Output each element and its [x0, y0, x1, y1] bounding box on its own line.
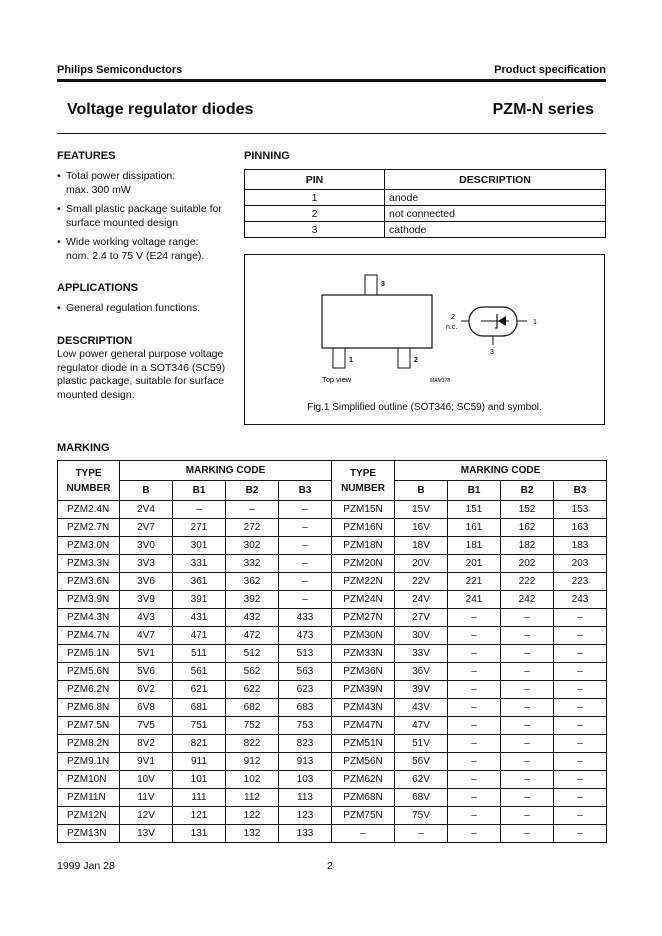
table-cell: 512 [226, 645, 279, 663]
table-cell: PZM9.1N [58, 753, 120, 771]
table-cell: PZM2.4N [58, 501, 120, 519]
marking-heading: MARKING [57, 442, 110, 454]
table-cell: 4V3 [120, 609, 173, 627]
table-cell: 823 [279, 735, 332, 753]
page-title: Voltage regulator diodes [67, 101, 254, 118]
table-cell: 3V0 [120, 537, 173, 555]
table-cell: 331 [173, 555, 226, 573]
description-heading: DESCRIPTION [57, 335, 133, 347]
pin3-label: 3 [381, 281, 385, 288]
table-cell: 3V6 [120, 573, 173, 591]
sub-header: B2 [226, 481, 279, 501]
table-cell: 30V [395, 627, 448, 645]
sub-header: B2 [501, 481, 554, 501]
table-cell: 301 [173, 537, 226, 555]
table-row [58, 717, 607, 735]
table-cell: PZM13N [58, 825, 120, 843]
table-cell: 113 [279, 789, 332, 807]
feature-item: • Total power dissipation: max. 300 mW [57, 170, 176, 196]
table-cell: 132 [226, 825, 279, 843]
table-cell: PZM22N [332, 573, 395, 591]
table-row [58, 609, 607, 627]
table-cell: 13V [120, 825, 173, 843]
table-cell: PZM18N [332, 537, 395, 555]
table-cell: – [279, 537, 332, 555]
table-row [58, 519, 607, 537]
table-cell: 511 [173, 645, 226, 663]
figure-caption: Fig.1 Simplified outline (SOT346; SC59) and symbol. [307, 402, 542, 413]
pin-column-header: PIN [245, 170, 385, 190]
table-cell: – [554, 825, 607, 843]
table-cell: 15V [395, 501, 448, 519]
marking-code-header: MARKING CODE [395, 461, 607, 481]
table-row: 3 cathode [245, 222, 606, 238]
table-cell: PZM24N [332, 591, 395, 609]
table-cell: – [501, 825, 554, 843]
table-cell: 562 [226, 663, 279, 681]
table-cell: 5V6 [120, 663, 173, 681]
table-cell: 102 [226, 771, 279, 789]
table-cell: 6V8 [120, 699, 173, 717]
table-cell: 622 [226, 681, 279, 699]
footer-date: 1999 Jan 28 [57, 860, 115, 872]
table-cell: PZM51N [332, 735, 395, 753]
table-cell: PZM2.7N [58, 519, 120, 537]
table-cell: – [554, 717, 607, 735]
table-row [58, 555, 607, 573]
table-cell: – [448, 627, 501, 645]
table-cell: – [279, 519, 332, 537]
table-cell: 201 [448, 555, 501, 573]
table-cell: 161 [448, 519, 501, 537]
sub-header: B1 [173, 481, 226, 501]
table-cell: 912 [226, 753, 279, 771]
table-cell: – [501, 627, 554, 645]
table-cell: PZM6.2N [58, 681, 120, 699]
table-cell: 913 [279, 753, 332, 771]
table-cell: 753 [279, 717, 332, 735]
sub-header: B [395, 481, 448, 501]
table-cell: PZM3.6N [58, 573, 120, 591]
symbol-pin1-label: 1 [533, 319, 537, 326]
table-row [58, 699, 607, 717]
header-rule [57, 79, 606, 82]
table-cell: 183 [554, 537, 607, 555]
table-cell: – [279, 573, 332, 591]
table-cell: – [501, 663, 554, 681]
table-cell: 683 [279, 699, 332, 717]
table-cell: PZM15N [332, 501, 395, 519]
table-cell: 682 [226, 699, 279, 717]
table-cell: 5V1 [120, 645, 173, 663]
table-cell: PZM16N [332, 519, 395, 537]
table-cell: – [448, 771, 501, 789]
table-cell: – [501, 717, 554, 735]
table-cell: PZM6.8N [58, 699, 120, 717]
bullet-icon: • [57, 236, 61, 248]
title-rule [57, 133, 606, 134]
marking-table [57, 460, 607, 843]
sub-header: B3 [279, 481, 332, 501]
table-cell: PZM30N [332, 627, 395, 645]
table-cell: 122 [226, 807, 279, 825]
table-cell: – [554, 735, 607, 753]
figure-box [244, 254, 605, 425]
table-cell: 111 [173, 789, 226, 807]
table-cell: 332 [226, 555, 279, 573]
application-item: • General regulation functions. [57, 302, 201, 314]
symbol-pin2-label: 2 [451, 314, 455, 321]
table-cell: 241 [448, 591, 501, 609]
table-cell: 243 [554, 591, 607, 609]
table-cell: – [554, 627, 607, 645]
table-cell: – [448, 663, 501, 681]
table-cell: 33V [395, 645, 448, 663]
table-cell: – [448, 645, 501, 663]
table-cell: 56V [395, 753, 448, 771]
table-row [58, 591, 607, 609]
table-cell: PZM27N [332, 609, 395, 627]
table-cell: 433 [279, 609, 332, 627]
table-cell: 563 [279, 663, 332, 681]
table-cell: 221 [448, 573, 501, 591]
table-cell: – [279, 555, 332, 573]
table-cell: 10V [120, 771, 173, 789]
table-cell: – [448, 825, 501, 843]
pinning-table [244, 169, 606, 238]
table-cell: PZM3.3N [58, 555, 120, 573]
table-row [58, 627, 607, 645]
table-cell: PZM11N [58, 789, 120, 807]
table-cell: 181 [448, 537, 501, 555]
sub-header: B3 [554, 481, 607, 501]
table-cell: 153 [554, 501, 607, 519]
top-view-label: Top view [322, 375, 352, 384]
pin1-lead [333, 348, 345, 368]
table-cell: 3V9 [120, 591, 173, 609]
table-cell: 361 [173, 573, 226, 591]
table-row [58, 663, 607, 681]
page-number: 2 [327, 860, 333, 872]
table-cell: 18V [395, 537, 448, 555]
table-cell: 103 [279, 771, 332, 789]
table-cell: PZM36N [332, 663, 395, 681]
table-cell: PZM7.5N [58, 717, 120, 735]
table-cell: 8V2 [120, 735, 173, 753]
table-row [58, 753, 607, 771]
table-cell: 162 [501, 519, 554, 537]
table-cell: 182 [501, 537, 554, 555]
table-cell: 431 [173, 609, 226, 627]
table-cell: – [226, 501, 279, 519]
table-cell: PZM10N [58, 771, 120, 789]
pin2-lead [398, 348, 410, 368]
table-row [58, 825, 607, 843]
table-cell: 2V7 [120, 519, 173, 537]
description-column-header: DESCRIPTION [385, 170, 606, 190]
pin1-label: 1 [349, 357, 353, 364]
description-text: Low power general purpose voltage regulator diode in a SOT346 (SC59) plastic package, suitable for surface mounted design. [57, 348, 226, 401]
table-cell: 472 [226, 627, 279, 645]
table-cell: PZM8.2N [58, 735, 120, 753]
feature-item: • Small plastic package suitable for surface mounted design [57, 203, 222, 229]
sub-header: B [120, 481, 173, 501]
company-name: Philips Semiconductors [57, 64, 183, 76]
table-cell: 12V [120, 807, 173, 825]
table-cell: PZM3.9N [58, 591, 120, 609]
bullet-icon: • [57, 203, 61, 215]
table-cell: 68V [395, 789, 448, 807]
table-cell: – [501, 753, 554, 771]
table-cell: 223 [554, 573, 607, 591]
table-cell: 822 [226, 735, 279, 753]
table-cell: 752 [226, 717, 279, 735]
table-cell: – [279, 591, 332, 609]
table-cell: – [448, 699, 501, 717]
table-cell: 22V [395, 573, 448, 591]
table-cell: PZM12N [58, 807, 120, 825]
pinning-heading: PINNING [244, 150, 290, 162]
applications-heading: APPLICATIONS [57, 282, 139, 294]
table-cell: 101 [173, 771, 226, 789]
table-cell: 163 [554, 519, 607, 537]
table-cell: 471 [173, 627, 226, 645]
table-cell: 202 [501, 555, 554, 573]
table-cell: 751 [173, 717, 226, 735]
table-cell: 24V [395, 591, 448, 609]
table-cell: PZM62N [332, 771, 395, 789]
table-cell: 3V3 [120, 555, 173, 573]
table-cell: PZM33N [332, 645, 395, 663]
table-cell: 391 [173, 591, 226, 609]
table-cell: 242 [501, 591, 554, 609]
table-cell: 20V [395, 555, 448, 573]
table-cell: – [554, 663, 607, 681]
table-cell: 203 [554, 555, 607, 573]
table-cell: – [501, 735, 554, 753]
table-cell: – [395, 825, 448, 843]
series-title: PZM-N series [492, 101, 594, 118]
table-cell: 9V1 [120, 753, 173, 771]
table-cell: 271 [173, 519, 226, 537]
table-cell: – [501, 609, 554, 627]
table-cell: 561 [173, 663, 226, 681]
table-row [58, 771, 607, 789]
table-row [58, 681, 607, 699]
table-cell: – [501, 699, 554, 717]
table-cell: – [554, 807, 607, 825]
table-cell: 133 [279, 825, 332, 843]
table-cell: – [173, 501, 226, 519]
table-cell: 16V [395, 519, 448, 537]
table-cell: 131 [173, 825, 226, 843]
table-cell: PZM68N [332, 789, 395, 807]
table-cell: 6V2 [120, 681, 173, 699]
table-cell: 151 [448, 501, 501, 519]
pin3-lead [365, 275, 377, 295]
marking-code-header: MARKING CODE [120, 461, 332, 481]
table-cell: – [501, 645, 554, 663]
table-cell: 7V5 [120, 717, 173, 735]
package-outline-drawing [245, 255, 606, 395]
table-cell: 4V7 [120, 627, 173, 645]
type-number-header: TYPE NUMBER [58, 461, 120, 501]
table-cell: – [554, 771, 607, 789]
table-cell: 43V [395, 699, 448, 717]
table-cell: PZM75N [332, 807, 395, 825]
table-cell: PZM5.1N [58, 645, 120, 663]
table-cell: – [554, 681, 607, 699]
table-cell: 222 [501, 573, 554, 591]
feature-item: • Wide working voltage range: nom. 2.4 to 75 V (E24 range). [57, 236, 205, 262]
table-cell: – [448, 807, 501, 825]
drawing-code: MAM378 [430, 378, 451, 384]
table-cell: – [332, 825, 395, 843]
table-cell: – [501, 807, 554, 825]
table-cell: – [448, 753, 501, 771]
table-cell: 432 [226, 609, 279, 627]
table-cell: – [554, 699, 607, 717]
table-cell: PZM4.7N [58, 627, 120, 645]
sub-header: B1 [448, 481, 501, 501]
table-row [58, 807, 607, 825]
bullet-icon: • [57, 302, 61, 314]
table-cell: 621 [173, 681, 226, 699]
table-row [58, 573, 607, 591]
table-cell: PZM47N [332, 717, 395, 735]
table-row: 1 anode [245, 190, 606, 206]
document-type: Product specification [494, 64, 606, 76]
table-cell: 681 [173, 699, 226, 717]
table-cell: – [501, 681, 554, 699]
type-number-header: TYPE NUMBER [332, 461, 395, 501]
table-cell: 27V [395, 609, 448, 627]
table-cell: – [501, 771, 554, 789]
table-cell: 112 [226, 789, 279, 807]
table-cell: 121 [173, 807, 226, 825]
table-cell: 11V [120, 789, 173, 807]
table-row: 2 not connected [245, 206, 606, 222]
table-row [58, 501, 607, 519]
table-cell: – [448, 717, 501, 735]
table-cell: 123 [279, 807, 332, 825]
table-row [58, 789, 607, 807]
pin2-label: 2 [414, 357, 418, 364]
table-cell: 911 [173, 753, 226, 771]
table-cell: 392 [226, 591, 279, 609]
table-cell: 75V [395, 807, 448, 825]
bullet-icon: • [57, 170, 61, 182]
table-cell: PZM39N [332, 681, 395, 699]
table-cell: – [501, 789, 554, 807]
features-heading: FEATURES [57, 150, 116, 162]
table-cell: – [448, 735, 501, 753]
table-cell: 39V [395, 681, 448, 699]
symbol-pin3-label: 3 [490, 349, 494, 356]
table-cell: PZM43N [332, 699, 395, 717]
table-cell: 362 [226, 573, 279, 591]
package-body [322, 295, 432, 348]
table-row [58, 645, 607, 663]
table-cell: – [554, 789, 607, 807]
table-cell: PZM3.0N [58, 537, 120, 555]
table-cell: 2V4 [120, 501, 173, 519]
table-cell: 272 [226, 519, 279, 537]
symbol-nc-label: n.c. [446, 324, 458, 331]
table-cell: 36V [395, 663, 448, 681]
table-cell: – [448, 681, 501, 699]
table-cell: PZM4.3N [58, 609, 120, 627]
table-cell: – [448, 789, 501, 807]
table-cell: – [448, 609, 501, 627]
table-cell: 302 [226, 537, 279, 555]
table-row [58, 735, 607, 753]
table-cell: PZM20N [332, 555, 395, 573]
table-cell: 513 [279, 645, 332, 663]
table-cell: – [279, 501, 332, 519]
table-cell: 51V [395, 735, 448, 753]
table-cell: 473 [279, 627, 332, 645]
table-cell: 152 [501, 501, 554, 519]
table-cell: PZM5.6N [58, 663, 120, 681]
table-cell: – [554, 645, 607, 663]
table-cell: PZM56N [332, 753, 395, 771]
table-row [58, 537, 607, 555]
table-cell: 47V [395, 717, 448, 735]
table-cell: 62V [395, 771, 448, 789]
table-cell: 821 [173, 735, 226, 753]
table-cell: – [554, 753, 607, 771]
table-cell: – [554, 609, 607, 627]
table-cell: 623 [279, 681, 332, 699]
